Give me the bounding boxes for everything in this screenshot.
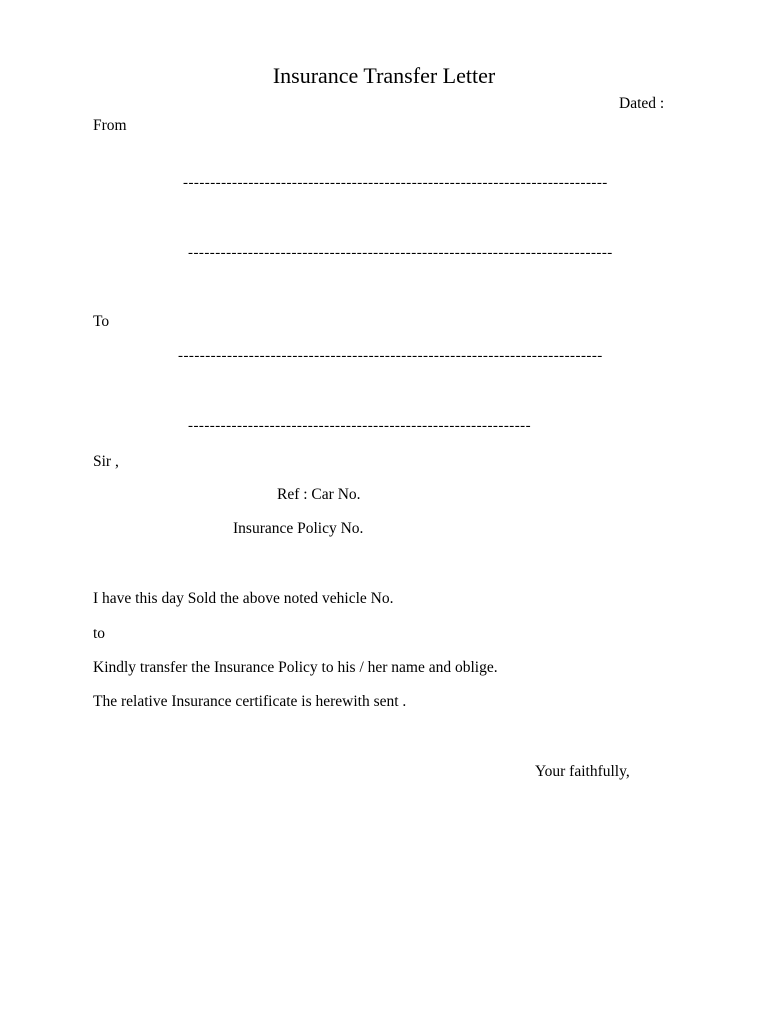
to-address-line-1: ------------------------------------------------------------------------------ — [178, 348, 603, 364]
from-address-line-2: ------------------------------------------------------------------------------ — [188, 245, 613, 261]
to-label: To — [93, 313, 110, 330]
dated-label: Dated : — [619, 95, 665, 112]
body-line-transfer: Kindly transfer the Insurance Policy to his / her name and oblige. — [93, 659, 498, 676]
salutation: Sir , — [93, 453, 119, 470]
from-label: From — [93, 117, 127, 134]
body-line-sold: I have this day Sold the above noted vehicle No. — [93, 590, 394, 607]
from-address-line-1: ------------------------------------------------------------------------------ — [183, 175, 608, 191]
letter-title: Insurance Transfer Letter — [272, 63, 496, 88]
ref-car-number: Ref : Car No. — [277, 486, 361, 503]
body-line-certificate: The relative Insurance certificate is herewith sent . — [93, 693, 407, 710]
body-line-to: to — [93, 625, 106, 642]
ref-policy-number: Insurance Policy No. — [233, 520, 364, 537]
closing-signoff: Your faithfully, — [535, 763, 630, 780]
to-address-line-2: --------------------------------------------------------------- — [188, 418, 532, 434]
